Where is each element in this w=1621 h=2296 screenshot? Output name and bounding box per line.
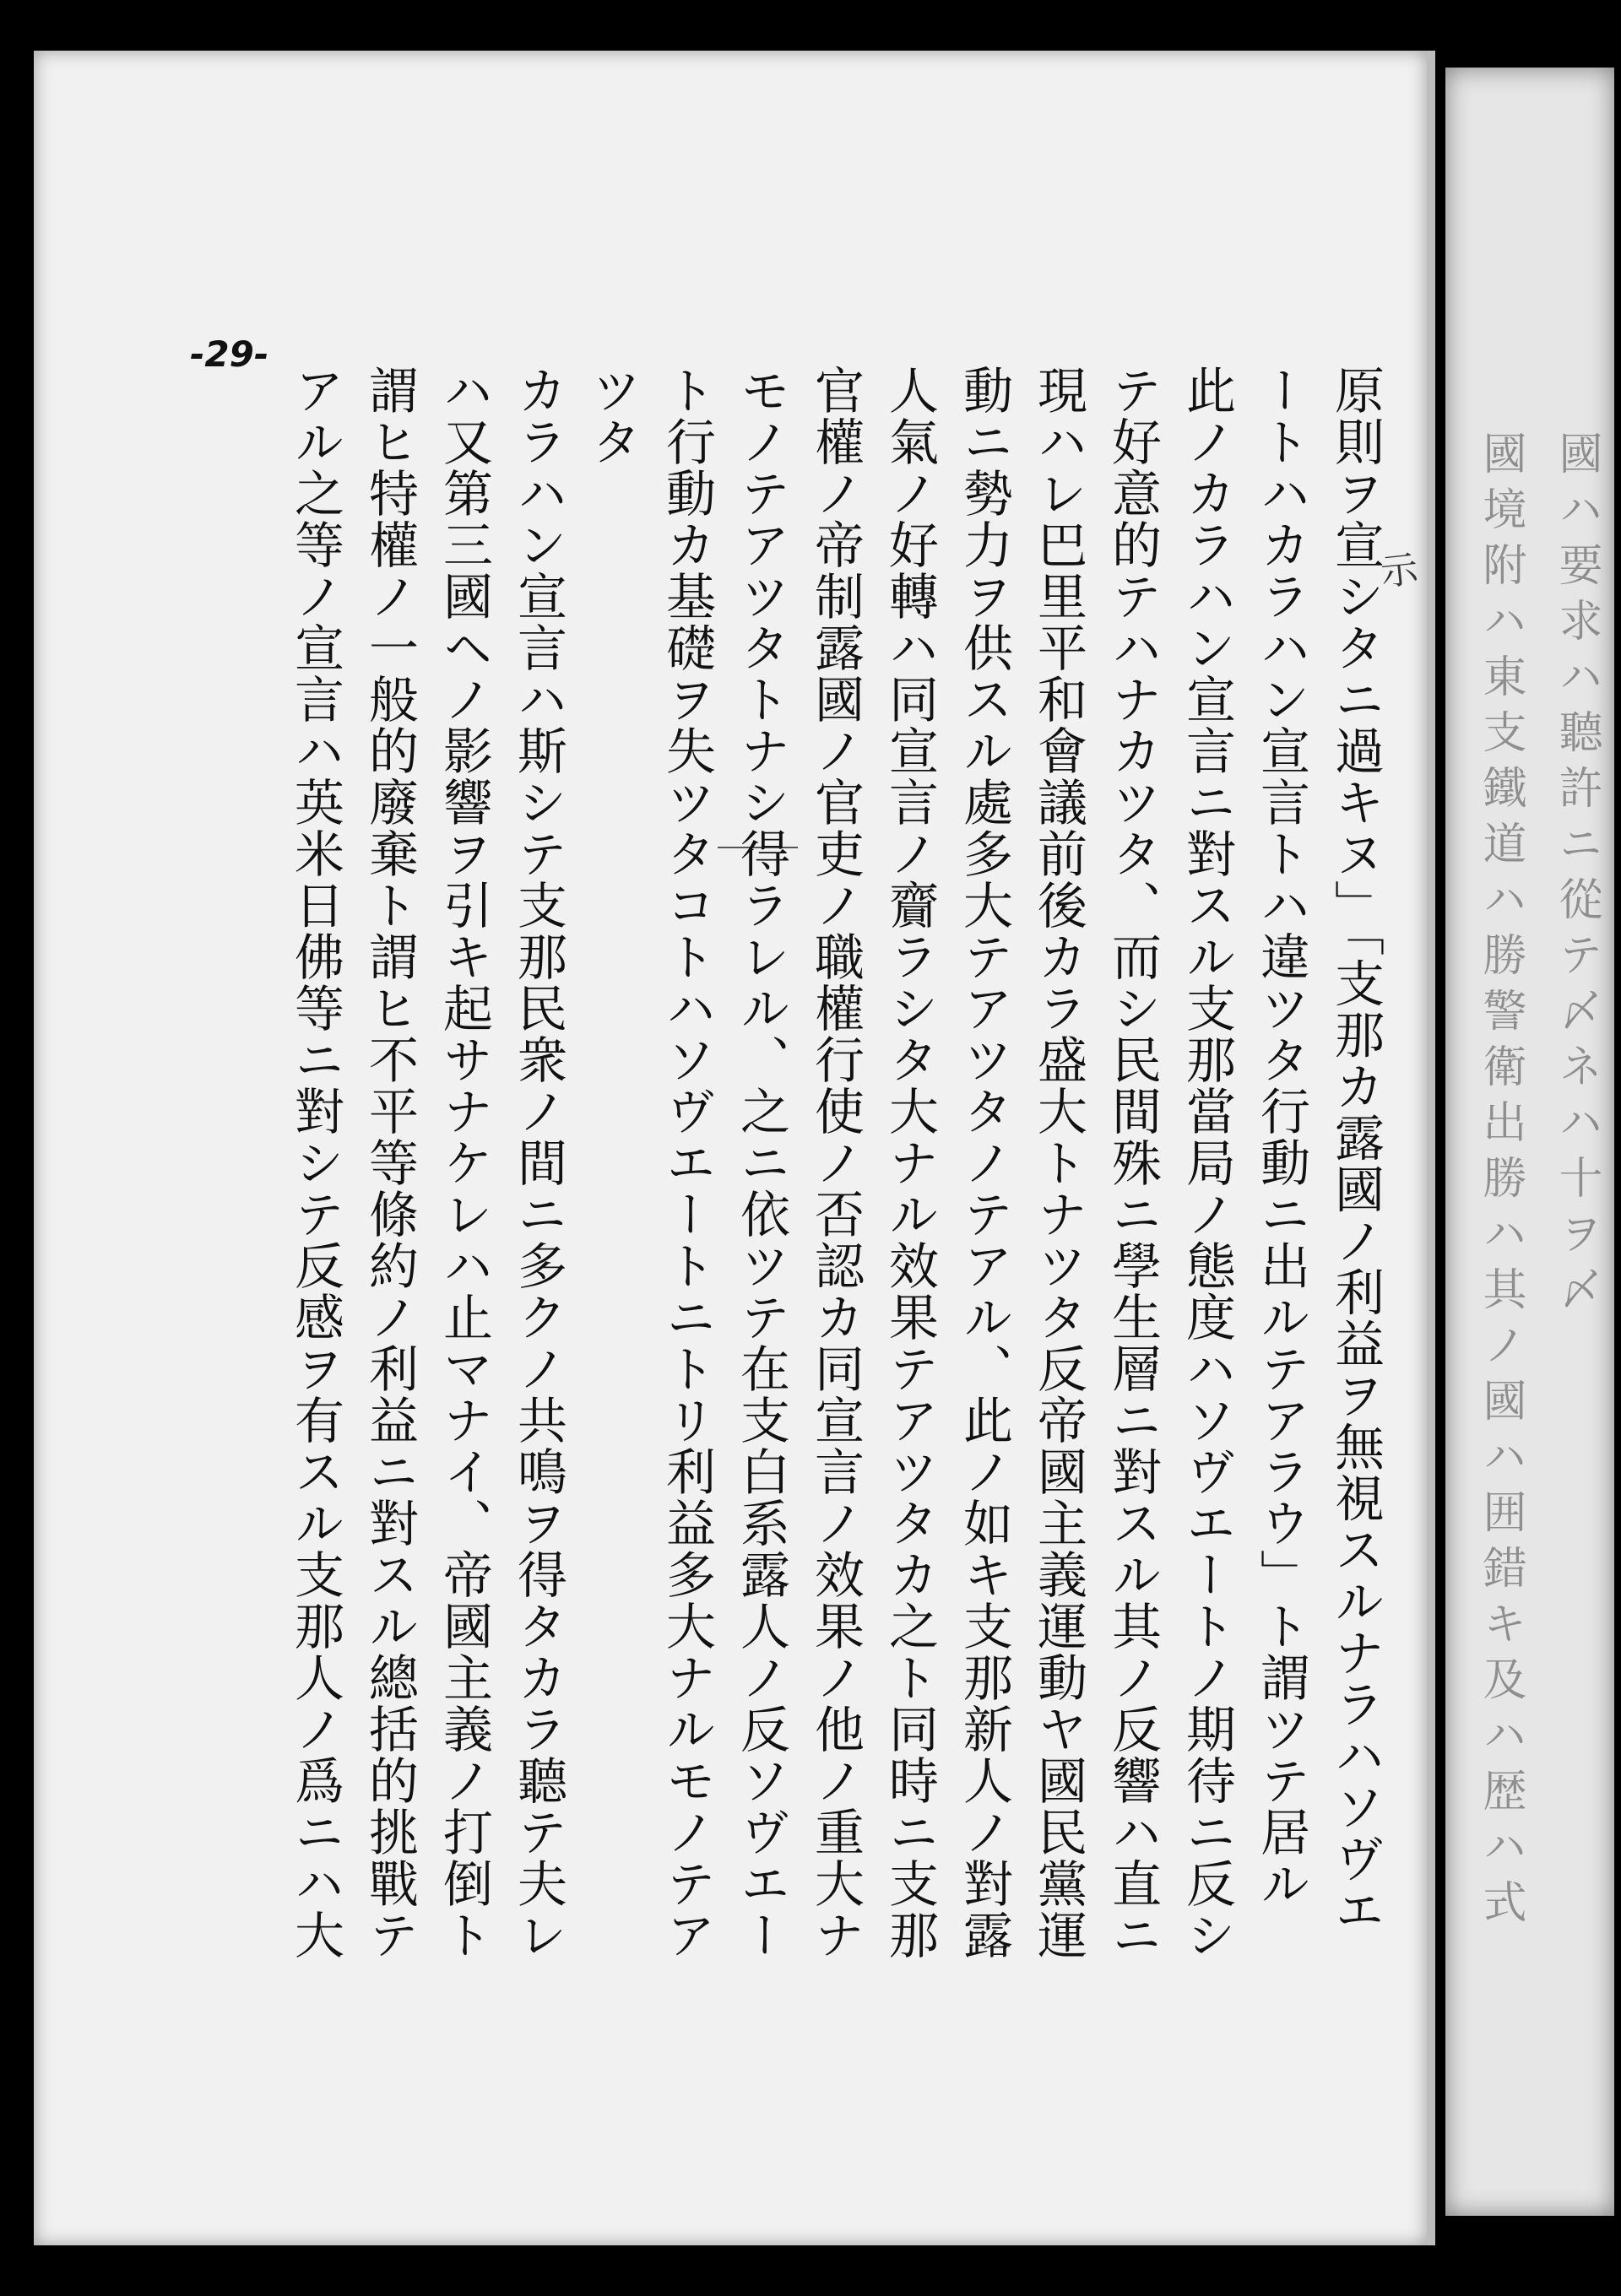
text-column: 現ハレ巴里平和會議前後カラ盛大トナツタ反帝國主義運動ヤ國民黨運: [1029, 365, 1087, 1961]
margin-handwritten-note: 示: [1378, 547, 1421, 595]
text-column: ハ又第三國ヘノ影響ヲ引キ起サナケレハ止マナイ、帝國主義ノ打倒ト: [435, 365, 493, 1961]
text-column: ートハカラハン宣言トハ違ツタ行動ニ出ルテアラウ」ト謂ツテ居ル: [1252, 365, 1310, 1909]
text-column: アル之等ノ宣言ハ英米日佛等ニ對シテ反感ヲ有スル支那人ノ爲ニハ大: [286, 365, 344, 1961]
text-column: カラハン宣言ハ斯シテ支那民衆ノ間ニ多クノ共鳴ヲ得タカラ聽テ夫レ: [509, 365, 567, 1961]
text-column: 動ニ勢力ヲ供スル處多大テアツタノテアル、此ノ如キ支那新人ノ對露: [955, 365, 1013, 1961]
facing-column: 國境附ハ東支鐵道ハ勝警衛出勝ハ其ノ國ハ囲錯キ及ハ歴ハ式: [1475, 430, 1526, 1935]
text-column: モノテアツタトナシ得ラレル、之ニ依ツテ在支白系露人ノ反ソヴエー: [732, 365, 790, 1961]
page-edge: [1427, 51, 1435, 2245]
text-column: 人氣ノ好轉ハ同宣言ノ齎ラシタ大ナル效果テアツタカ之ト同時ニ支那: [881, 365, 939, 1961]
text-column: ツタ: [583, 365, 642, 468]
text-column: テ好意的テハナカツタ、而シ民間殊ニ學生層ニ對スル其ノ反響ハ直ニ: [1103, 365, 1162, 1961]
page-number: -29-: [190, 333, 269, 375]
facing-page-strip: [1445, 68, 1614, 2216]
facing-column: 國ハ要求ハ聽許ニ從テ〆ネハ十ヲ〆: [1551, 430, 1602, 1322]
text-column: 官權ノ帝制露國ノ官吏ノ職權行使ノ否認カ同宣言ノ效果ノ他ノ重大ナ: [806, 365, 865, 1961]
text-column: 謂ヒ特權ノ一般的廢棄ト謂ヒ不平等條約ノ利益ニ對スル總括的挑戰テ: [361, 365, 419, 1961]
text-column: ト行動カ基礎ヲ失ツタコトハソヴエートニトリ利益多大ナルモノテア: [658, 365, 716, 1961]
text-column: 原則ヲ宣シタニ過キヌ」「支那カ露國ノ利益ヲ無視スルナラハソヴエ: [1326, 365, 1385, 1936]
text-column: 此ノカラハン宣言ニ對スル支那當局ノ態度ハソヴエートノ期待ニ反シ: [1178, 365, 1236, 1961]
